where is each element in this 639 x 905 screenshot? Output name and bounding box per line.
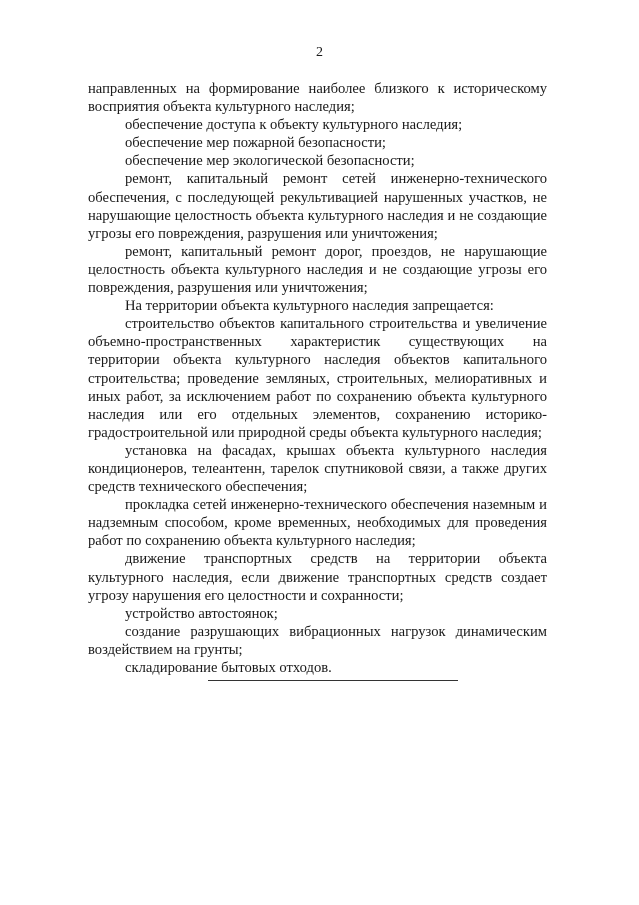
paragraph-facade-installation: установка на фасадах, крышах объекта культурного наследия кондиционеров, телеантенн, тарелок спутниковой связи, а также других средств технического обеспечения;: [88, 442, 547, 496]
document-body: [88, 80, 547, 677]
paragraph-parking: устройство автостоянок;: [125, 605, 278, 622]
paragraph-vibration: создание разрушающих вибрационных нагрузок динамическим воздействием на грунты;: [88, 623, 547, 658]
paragraph-prohibited-heading: На территории объекта культурного наследия запрещается:: [125, 298, 494, 315]
end-separator-line: [208, 680, 458, 681]
paragraph-ecological-safety: обеспечение мер экологической безопасности;: [125, 153, 415, 170]
paragraph-waste: складирование бытовых отходов.: [125, 660, 332, 676]
paragraph-network-repair: ремонт, капитальный ремонт сетей инженерно-технического обеспечения, с последующей рекультивацией нарушенных участков, не нарушающие целостность объекта культурного наследия и не создающие угрозы его повреждения, разрушения или уничтожения;: [88, 171, 547, 242]
paragraph-network-laying: прокладка сетей инженерно-технического обеспечения наземным и надземным способом, кроме временных, необходимых для проведения работ по сохранению объекта культурного наследия;: [88, 497, 547, 550]
paragraph-access: обеспечение доступа к объекту культурного наследия;: [125, 117, 463, 134]
paragraph-road-repair: ремонт, капитальный ремонт дорог, проездов, не нарушающие целостность объекта культурного наследия и не создающие угрозы его повреждения, разрушения или уничтожения;: [88, 243, 547, 297]
paragraph-fire-safety: обеспечение мер пожарной безопасности;: [125, 135, 386, 152]
paragraph-vehicle-traffic: движение транспортных средств на территории объекта культурного наследия, если движение транспортных средств создает угрозу нарушения его целостности и сохранности;: [88, 551, 547, 604]
paragraph-continuation: направленных на формирование наиболее близкого к историческому восприятия объекта культурного наследия;: [88, 81, 547, 116]
page-number: 2: [316, 45, 323, 60]
paragraph-construction: строительство объектов капитального строительства и увеличение объемно-пространственных характеристик существующих на территории объекта культурного наследия объектов капитального строительства; проведение земляных, строительных, мелиоративных и иных работ, за исключением работ по сохранению объекта культурного наследия или его отдельных элементов, сохранению историко-градостроительной или природной среды объекта культурного наследия;: [88, 316, 547, 441]
